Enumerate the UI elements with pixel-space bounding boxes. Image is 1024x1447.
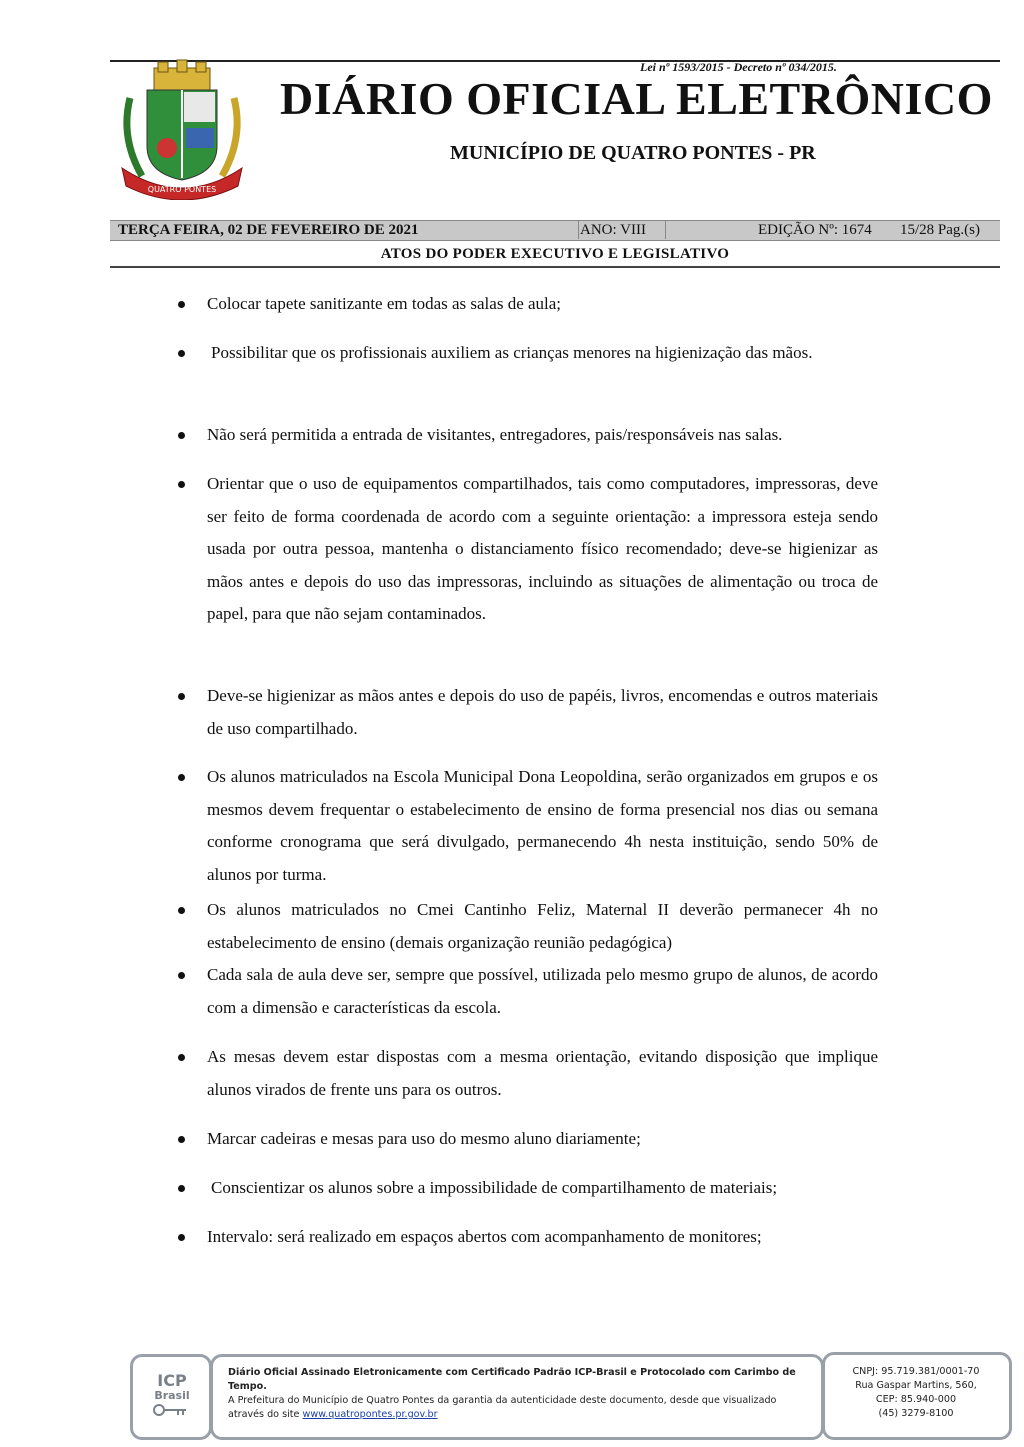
edition-year: ANO: VIII: [580, 222, 646, 238]
list-item: Os alunos matriculados no Cmei Cantinho Feliz, Maternal II deverão permanecer 4h no estabelecimento de ensino (demais organização reunião pedagógica): [207, 900, 878, 952]
page-count: 15/28 Pag.(s): [900, 222, 980, 238]
edition-date: TERÇA FEIRA, 02 DE FEVEREIRO DE 2021: [118, 222, 419, 238]
icp-logo-line2: Brasil: [154, 1389, 190, 1402]
bullet-icon: [176, 1123, 188, 1155]
section-rule: [110, 266, 1000, 268]
law-reference: Lei nº 1593/2015 - Decreto nº 034/2015.: [640, 60, 837, 74]
bullet-icon: [176, 1221, 188, 1253]
bullet-icon: [176, 337, 188, 369]
bullet-icon: [176, 761, 188, 793]
list-item: As mesas devem estar dispostas com a mesma orientação, evitando disposição que implique alunos virados de frente uns para os outros.: [207, 1047, 878, 1099]
list-item: Colocar tapete sanitizante em todas as salas de aula;: [207, 294, 562, 313]
icp-brasil-logo: [150, 1370, 194, 1420]
list-item: Intervalo: será realizado em espaços abertos com acompanhamento de monitores;: [207, 1227, 762, 1246]
list-item: Possibilitar que os profissionais auxiliem as crianças menores na higienização das mãos.: [211, 343, 813, 362]
footer-guarantee: A Prefeitura do Município de Quatro Pontes da garantia da autenticidade deste documento, desde que visualizado através do site: [228, 1395, 777, 1420]
bullet-icon: [176, 288, 188, 320]
crest-banner-text: QUATRO PONTES: [147, 185, 217, 194]
section-title: ATOS DO PODER EXECUTIVO E LEGISLATIVO: [380, 246, 730, 262]
bullet-icon: [176, 1172, 188, 1204]
footer-statement: [228, 1366, 808, 1422]
list-item: Os alunos matriculados na Escola Municipal Dona Leopoldina, serão organizados em grupos e os mesmos devem frequentar o estabelecimento de ensino de forma presencial nos dias ou semana conforme cronograma que será divulgado, permanecendo 4h nesta instituição, sendo 50% de alunos por turma.: [207, 767, 878, 884]
footer-certification: Diário Oficial Assinado Eletronicamente com Certificado Padrão ICP-Brasil e Protocolado com Carimbo de Tempo.: [228, 1367, 796, 1392]
bullet-icon: [176, 680, 188, 712]
list-item: Cada sala de aula deve ser, sempre que possível, utilizada pelo mesmo grupo de alunos, de acordo com a dimensão e características da escola.: [207, 965, 878, 1017]
phone: (45) 3279-8100: [878, 1408, 954, 1419]
list-item: Orientar que o uso de equipamentos compartilhados, tais como computadores, impressoras, deve ser feito de forma coordenada de acordo com a seguinte orientação: a impressora esteja sendo usada por outra pessoa, mantenha o distanciamento físico recomendado; deve-se higienizar as mãos antes e depois do uso das impressoras, incluindo as situações de alimentação ou troca de papel, para que não sejam contaminados.: [207, 474, 878, 624]
list-item: Deve-se higienizar as mãos antes e depois do uso de papéis, livros, encomendas e outros materiais de uso compartilhado.: [207, 686, 878, 738]
edition-number: EDIÇÃO Nº: 1674: [758, 222, 872, 238]
bullet-icon: [176, 419, 188, 451]
key-icon: [154, 1405, 164, 1415]
bullet-icon: [176, 468, 188, 500]
list-item: Conscientizar os alunos sobre a impossibilidade de compartilhamento de materiais;: [211, 1178, 778, 1197]
icp-logo-line1: ICP: [157, 1371, 187, 1390]
page-subtitle: MUNICÍPIO DE QUATRO PONTES - PR: [450, 142, 816, 164]
bullet-icon: [176, 959, 188, 991]
footer-contact: [830, 1365, 1002, 1421]
bullet-icon: [176, 894, 188, 926]
edition-info-bar: [110, 220, 1000, 241]
bullet-icon: [176, 1041, 188, 1073]
list-item: Marcar cadeiras e mesas para uso do mesmo aluno diariamente;: [207, 1129, 641, 1148]
list-item: Não será permitida a entrada de visitantes, entregadores, pais/responsáveis nas salas.: [207, 425, 783, 444]
address: Rua Gaspar Martins, 560,: [855, 1380, 977, 1391]
cep: CEP: 85.940-000: [875, 1394, 957, 1405]
municipal-crest-logo: [112, 58, 252, 200]
cnpj: CNPJ: 95.719.381/0001-70: [852, 1366, 980, 1377]
page-title: DIÁRIO OFICIAL ELETRÔNICO: [280, 73, 993, 124]
site-link[interactable]: www.quatropontes.pr.gov.br: [302, 1409, 438, 1420]
